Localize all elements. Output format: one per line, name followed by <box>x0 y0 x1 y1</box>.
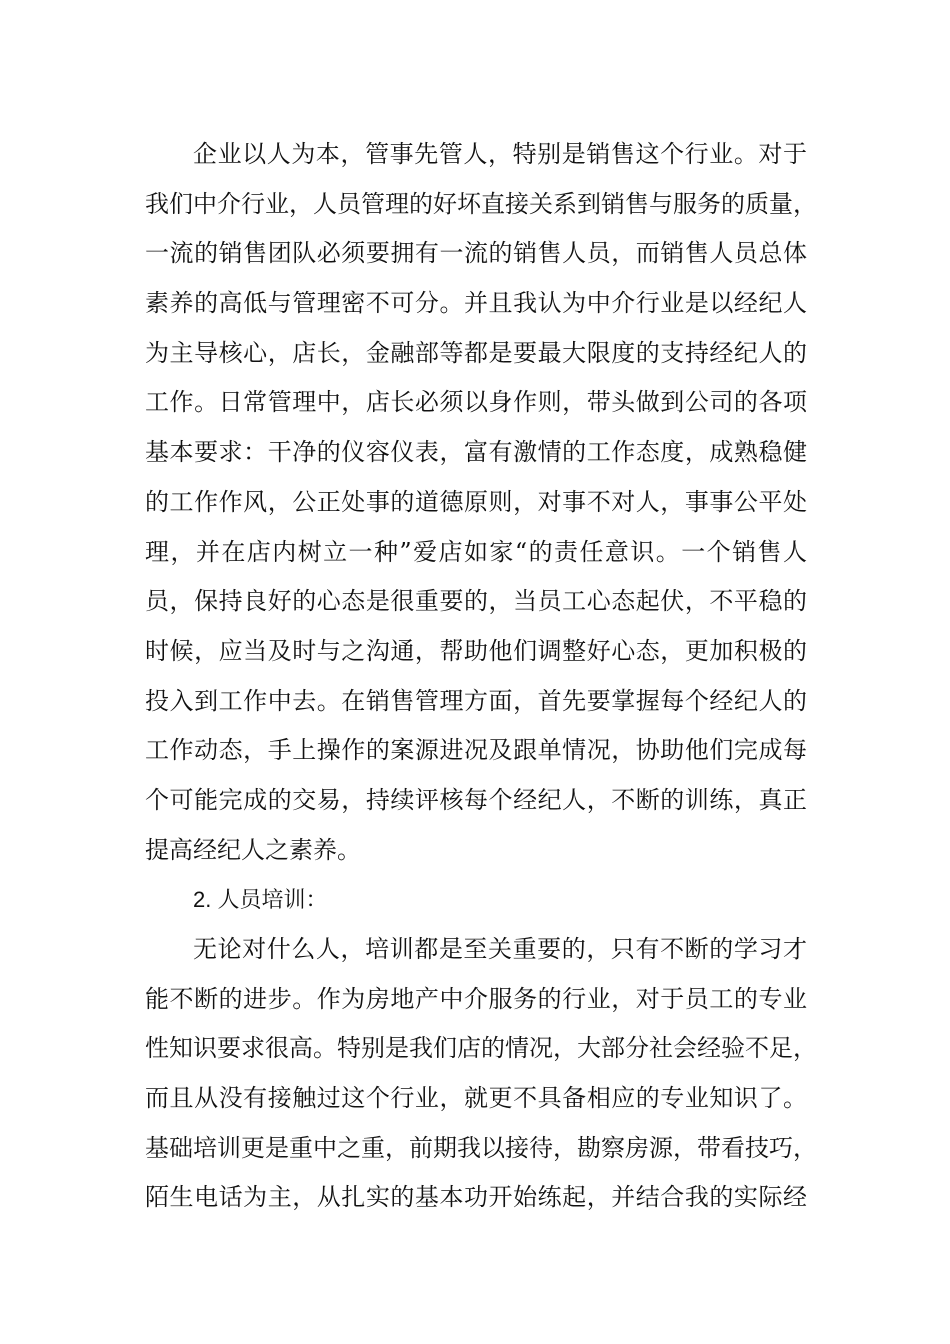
text-line: 而且从没有接触过这个行业，就更不具备相应的专业知识了。 <box>145 1084 807 1113</box>
text-line: 我们中介行业，人员管理的好坏直接关系到销售与服务的质量， <box>145 189 817 218</box>
text-line: 能不断的进步。作为房地产中介服务的行业，对于员工的专业 <box>145 984 807 1013</box>
text-line: 陌生电话为主，从扎实的基本功开始练起，并结合我的实际经 <box>145 1183 807 1212</box>
text-line: 基础培训更是重中之重，前期我以接待，勘察房源，带看技巧， <box>145 1133 817 1162</box>
document-body <box>145 130 817 1223</box>
text-line: 素养的高低与管理密不可分。并且我认为中介行业是以经纪人 <box>145 289 807 318</box>
text-line: 工作动态，手上操作的案源进况及跟单情况，协助他们完成每 <box>145 736 807 765</box>
text-line: 时候，应当及时与之沟通，帮助他们调整好心态，更加积极的 <box>145 636 807 665</box>
text-line: 企业以人为本，管事先管人，特别是销售这个行业。对于 <box>193 140 807 168</box>
text-line: 一流的销售团队必须要拥有一流的销售人员，而销售人员总体 <box>145 239 807 268</box>
text-line: 提高经纪人之素养。 <box>145 835 361 864</box>
section-heading: 2. 人员培训： <box>193 887 328 913</box>
text-line: 无论对什么人，培训都是至关重要的，只有不断的学习才 <box>193 935 807 963</box>
text-line: 为主导核心，店长，金融部等都是要最大限度的支持经纪人的 <box>145 338 807 367</box>
paragraph-staff-training <box>145 925 817 1223</box>
text-line: 工作。日常管理中，店长必须以身作则，带头做到公司的各项 <box>145 388 807 417</box>
paragraph-staff-management <box>145 130 817 875</box>
text-line: 投入到工作中去。在销售管理方面，首先要掌握每个经纪人的 <box>145 686 807 715</box>
text-line: 的工作作风，公正处事的道德原则，对事不对人，事事公平处 <box>145 487 807 516</box>
text-line: 个可能完成的交易，持续评核每个经纪人，不断的训练，真正 <box>145 785 807 814</box>
text-line: 员，保持良好的心态是很重要的，当员工心态起伏，不平稳的 <box>145 587 807 616</box>
text-line: 理，并在店内树立一种”爱店如家“的责任意识。一个销售人 <box>145 537 807 566</box>
text-line: 基本要求：干净的仪容仪表，富有激情的工作态度，成熟稳健 <box>145 438 807 467</box>
text-line: 性知识要求很高。特别是我们店的情况，大部分社会经验不足， <box>145 1034 817 1063</box>
